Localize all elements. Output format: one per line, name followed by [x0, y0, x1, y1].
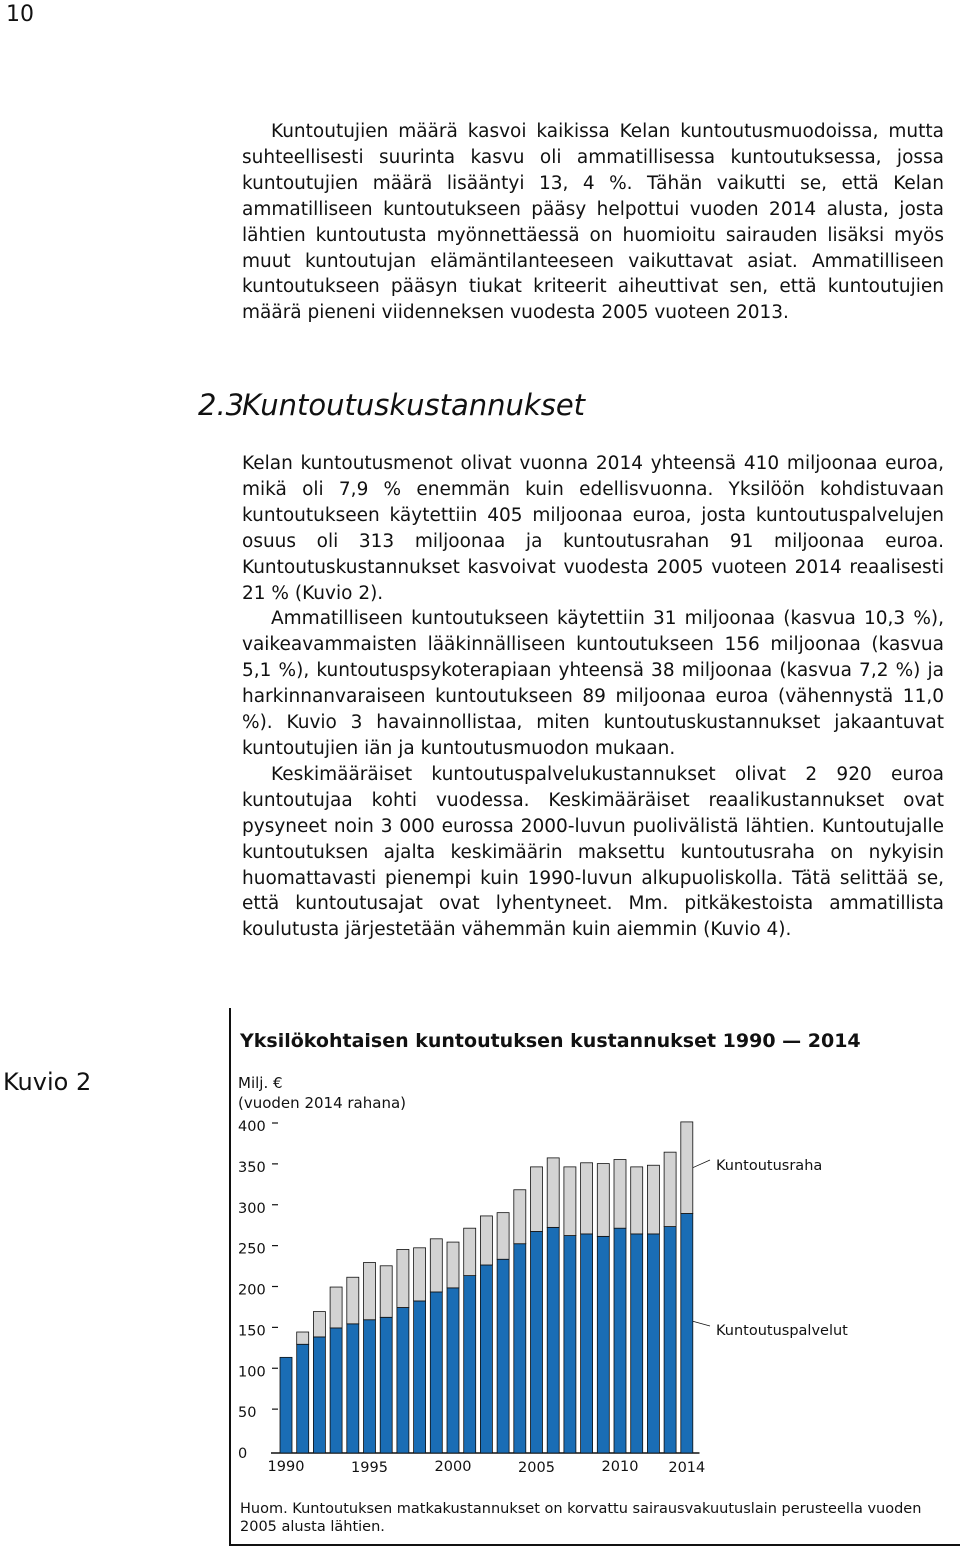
section-paragraph-2: Ammatilliseen kuntoutukseen käytettiin 31 miljoonaa (kasvua 10,3 %), vaikeavammaisten lääkinnälliseen kuntoutukseen 156 miljoonaa (kasvua 5,1 %), kuntoutuspsykoterapiaan yhteensä 38 miljoonaa (kasvua 7,2 %) ja harkinnanvaraiseen kuntoutukseen 89 miljoonaa euroa (vähennystä 11,0 %). Kuvio 3 havainnollistaa, miten kuntoutuskustannukset jakaantuvat kuntoutujien iän ja kuntoutusmuodon mukaan.	[242, 608, 944, 759]
bar-kuntoutuspalvelut	[664, 1227, 676, 1453]
bar-kuntoutuspalvelut	[297, 1344, 309, 1453]
figure-2	[0, 1008, 960, 1551]
section-title: Kuntoutuskustannukset	[242, 388, 586, 422]
x-tick-label: 2014	[668, 1460, 706, 1476]
bar-kuntoutusraha	[647, 1165, 659, 1234]
bar-kuntoutuspalvelut	[497, 1259, 509, 1453]
bar-kuntoutusraha	[547, 1158, 559, 1227]
bar-kuntoutuspalvelut	[280, 1357, 292, 1453]
x-tick-label: 1990	[267, 1459, 305, 1475]
series-label-kuntoutusraha: Kuntoutusraha	[716, 1158, 823, 1174]
x-tick-label: 2000	[434, 1459, 472, 1475]
y-tick-label: 100	[238, 1364, 266, 1381]
bar-kuntoutuspalvelut	[514, 1244, 526, 1453]
bar-kuntoutuspalvelut	[447, 1288, 459, 1453]
y-tick-label: 400	[238, 1119, 266, 1135]
bar-kuntoutusraha	[414, 1248, 426, 1301]
bar-kuntoutuspalvelut	[480, 1265, 492, 1453]
bar-kuntoutuspalvelut	[330, 1328, 342, 1453]
bar-kuntoutuspalvelut	[564, 1236, 576, 1453]
y-tick-label: 150	[238, 1323, 266, 1340]
bar-kuntoutuspalvelut	[430, 1292, 442, 1453]
bar-kuntoutusraha	[664, 1152, 676, 1226]
section-number: 2.3	[198, 388, 245, 422]
bar-kuntoutusraha	[597, 1164, 609, 1237]
figure-label: Kuvio 2	[3, 1068, 92, 1096]
bar-kuntoutuspalvelut	[581, 1234, 593, 1453]
bar-kuntoutuspalvelut	[364, 1320, 376, 1453]
bar-kuntoutusraha	[614, 1160, 626, 1229]
bar-kuntoutuspalvelut	[414, 1301, 426, 1453]
bar-kuntoutuspalvelut	[681, 1213, 693, 1453]
bar-kuntoutusraha	[313, 1312, 325, 1337]
bar-kuntoutusraha	[581, 1163, 593, 1234]
bar-kuntoutusraha	[447, 1242, 459, 1288]
y-axis-unit-line-2: (vuoden 2014 rahana)	[238, 1094, 406, 1112]
x-tick-label: 2010	[601, 1459, 639, 1475]
bar-kuntoutuspalvelut	[614, 1228, 626, 1453]
bar-kuntoutuspalvelut	[647, 1234, 659, 1453]
section-heading	[198, 388, 586, 422]
bar-kuntoutuspalvelut	[464, 1276, 476, 1453]
bar-kuntoutuspalvelut	[380, 1317, 392, 1453]
bar-kuntoutuspalvelut	[547, 1227, 559, 1453]
section-paragraph-3: Keskimääräiset kuntoutuspalvelukustannukset olivat 2 920 euroa kuntoutujaa kohti vuodessa. Keskimääräiset reaalikustannukset ovat pysyneet noin 3 000 eurossa 2000-luvun puolivälistä lähtien. Kuntoutujalle kuntoutuksen ajalta keskimäärin maksettu kuntoutusraha on nykyisin huomattavasti pienempi kuin 1990-luvun alkupuoliskolla. Tätä selittää se, että kuntoutusajat ovat lyhentyneet. Mm. pitkäkestoista ammatillista koulutusta järjestetään vähemmän kuin aiemmin (Kuvio 4).	[242, 763, 944, 941]
bar-kuntoutuspalvelut	[631, 1234, 643, 1453]
bar-kuntoutusraha	[531, 1167, 543, 1232]
bar-kuntoutuspalvelut	[597, 1236, 609, 1453]
y-tick-label: 350	[238, 1159, 266, 1176]
bar-kuntoutuspalvelut	[347, 1324, 359, 1453]
bar-kuntoutusraha	[464, 1228, 476, 1275]
leader-line-kuntoutuspalvelut	[693, 1321, 710, 1326]
leader-line-kuntoutusraha	[693, 1160, 710, 1168]
intro-paragraph: Kuntoutujien määrä kasvoi kaikissa Kelan kuntoutusmuodoissa, mutta suhteellisesti suurinta kasvu oli ammatillisessa kuntoutuksessa, jossa kuntoutujien määrä lisääntyi 13, 4 %. Tähän vaikutti se, että Kelan ammatilliseen kuntoutukseen pääsy helpottui vuoden 2014 alusta, josta lähtien kuntoutusta myönnettäessä on huomioitu sairauden lisäksi myös muut kuntoutujan elämäntilanteeseen vaikuttavat asiat. Ammatilliseen kuntoutukseen pääsyn tiukat kriteerit aiheuttivat sen, että kuntoutujien määrä pieneni viidenneksen vuodesta 2005 vuoteen 2013.	[242, 121, 944, 324]
x-tick-label: 2005	[518, 1460, 555, 1476]
page-number: 10	[6, 2, 34, 27]
x-tick-label: 1995	[351, 1460, 388, 1476]
section-paragraph-1: Kelan kuntoutusmenot olivat vuonna 2014 yhteensä 410 miljoonaa euroa, mikä oli 7,9 % enemmän kuin edellisvuonna. Yksilöön kohdistuvaan kuntoutukseen käytettiin 405 miljoonaa euroa, josta kuntoutuspalvelujen osuus oli 313 miljoonaa ja kuntoutusrahan 91 miljoonaa euroa. Kuntoutuskustannukset kasvoivat vuodesta 2005 vuoteen 2014 reaalisesti 21 % (Kuvio 2).	[242, 453, 944, 604]
bar-kuntoutusraha	[364, 1263, 376, 1320]
bar-kuntoutusraha	[380, 1266, 392, 1318]
y-tick-label: 50	[238, 1405, 257, 1422]
figure-note: Huom. Kuntoutuksen matkakustannukset on korvattu sairausvakuutuslain perusteella vuoden 2005 alusta lähtien.	[240, 1501, 922, 1535]
bar-kuntoutusraha	[564, 1167, 576, 1236]
bar-kuntoutusraha	[480, 1216, 492, 1265]
stacked-bar-chart	[0, 1008, 960, 1551]
intro-text	[242, 119, 944, 326]
bar-kuntoutusraha	[397, 1249, 409, 1307]
y-tick-label: 250	[238, 1241, 266, 1258]
y-tick-label: 200	[238, 1282, 266, 1299]
bar-kuntoutusraha	[430, 1239, 442, 1292]
section-body	[242, 451, 944, 943]
bar-kuntoutusraha	[330, 1287, 342, 1328]
y-tick-label: 300	[238, 1200, 266, 1217]
bar-kuntoutusraha	[631, 1167, 643, 1234]
bar-kuntoutuspalvelut	[397, 1307, 409, 1453]
bar-kuntoutusraha	[347, 1277, 359, 1324]
y-tick-label: 0	[238, 1446, 248, 1462]
bar-kuntoutuspalvelut	[313, 1337, 325, 1453]
bar-kuntoutusraha	[497, 1213, 509, 1260]
bar-kuntoutusraha	[681, 1122, 693, 1214]
bar-kuntoutusraha	[297, 1332, 309, 1344]
bar-kuntoutuspalvelut	[531, 1231, 543, 1453]
y-axis-unit-line-1: Milj. €	[238, 1074, 283, 1092]
chart-title: Yksilökohtaisen kuntoutuksen kustannukset 1990 — 2014	[240, 1030, 861, 1052]
series-label-kuntoutuspalvelut: Kuntoutuspalvelut	[716, 1323, 848, 1339]
bar-kuntoutusraha	[514, 1190, 526, 1244]
